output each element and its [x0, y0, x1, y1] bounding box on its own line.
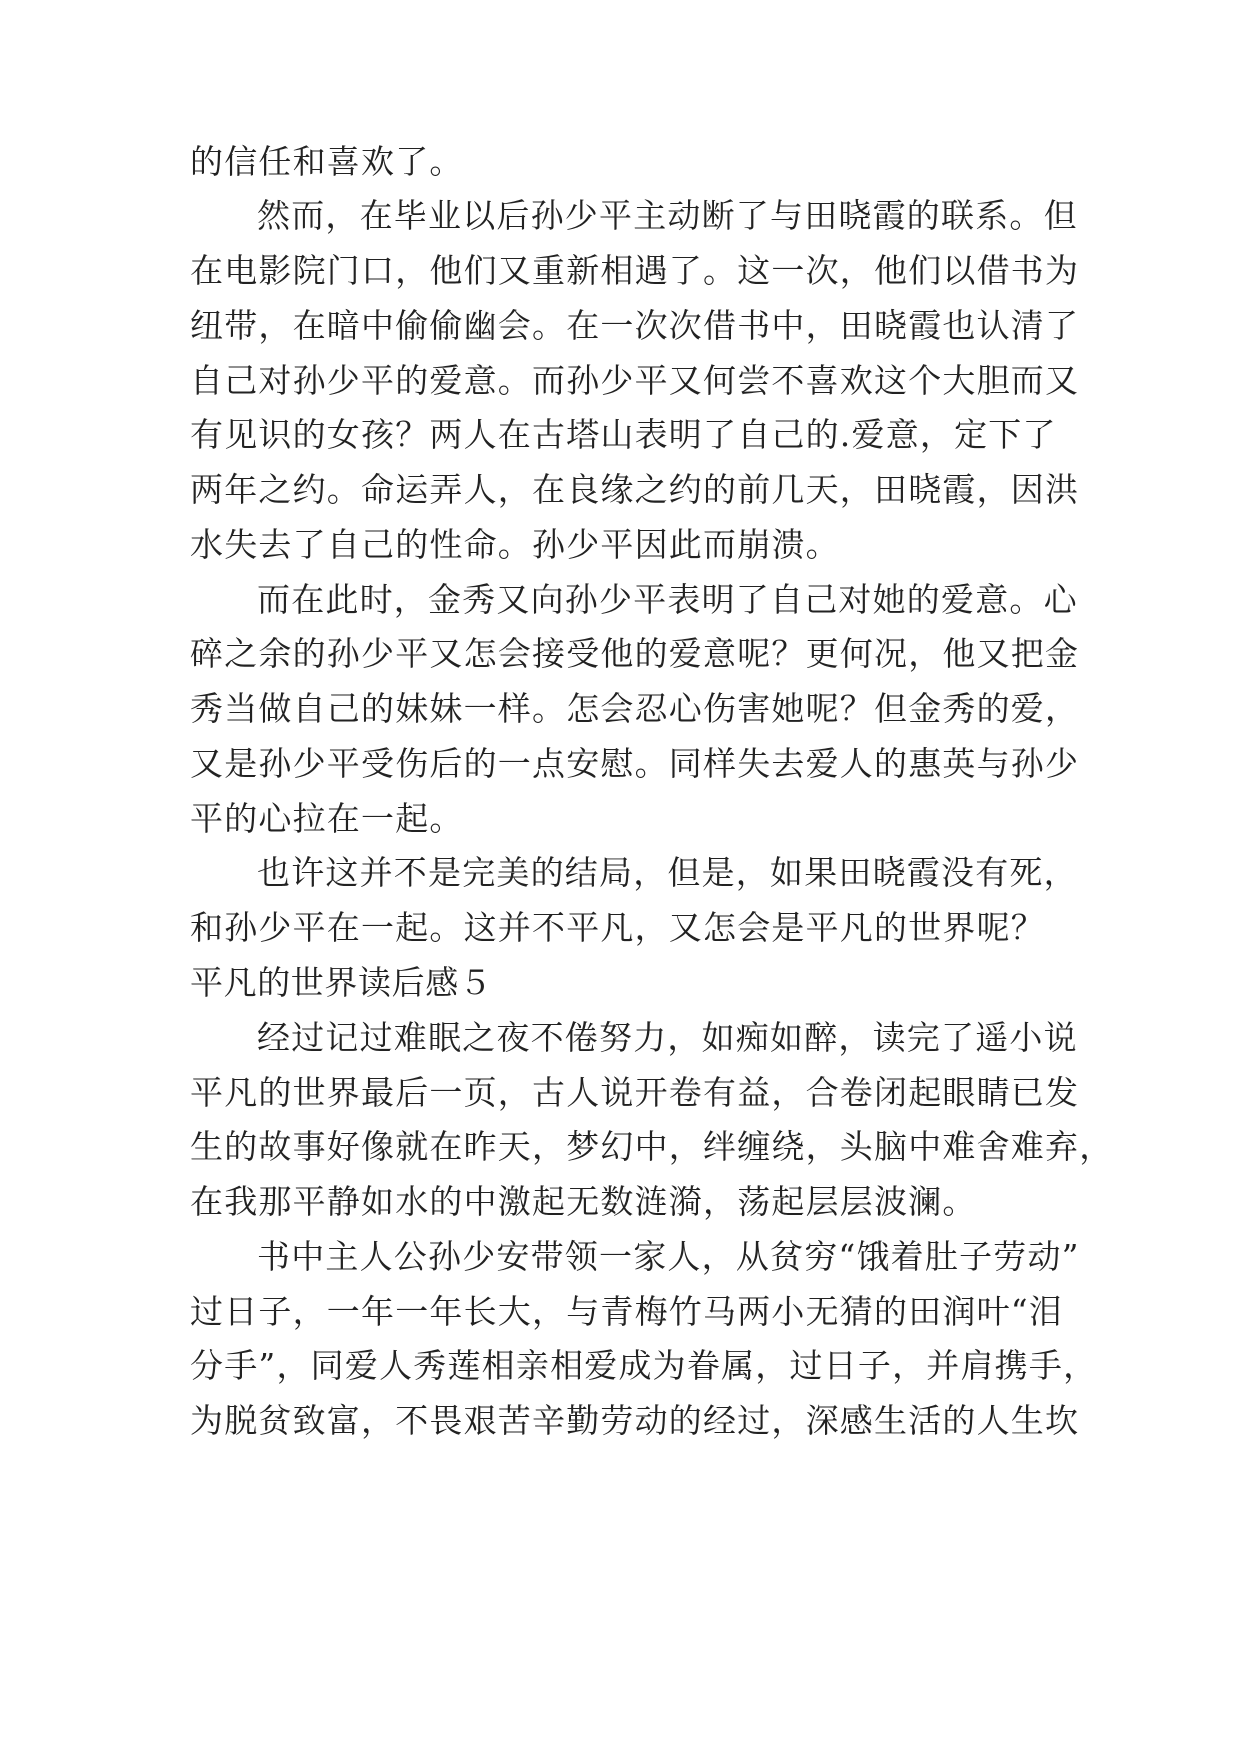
- paragraph-start-line: 然而，在毕业以后孙少平主动断了与田晓霞的联系。但: [257, 196, 1078, 235]
- paragraph-start-line: 也许这并不是完美的结局，但是，如果田晓霞没有死，: [257, 853, 1078, 892]
- text-line: 在电影院门口，他们又重新相遇了。这一次，他们以借书为: [190, 251, 1080, 290]
- text-line: 自己对孙少平的爱意。而孙少平又何尝不喜欢这个大胆而又: [190, 361, 1080, 400]
- text-line: 平的心拉在一起。: [190, 799, 464, 838]
- paragraph-start-line: 而在此时，金秀又向孙少平表明了自己对她的爱意。心: [257, 580, 1078, 619]
- text-line: 平凡的世界最后一页，古人说开卷有益，合卷闭起眼睛已发: [190, 1073, 1080, 1112]
- text-line: 两年之约。命运弄人，在良缘之约的前几天，田晓霞，因洪: [190, 470, 1080, 509]
- section-heading: 平凡的世界读后感５: [190, 963, 493, 1002]
- text-line: 的信任和喜欢了。: [190, 142, 464, 181]
- text-line: 又是孙少平受伤后的一点安慰。同样失去爱人的惠英与孙少: [190, 744, 1080, 783]
- text-line: 秀当做自己的妹妹一样。怎会忍心伤害她呢？但金秀的爱，: [190, 689, 1080, 728]
- text-line: 纽带，在暗中偷偷幽会。在一次次借书中，田晓霞也认清了: [190, 306, 1080, 345]
- paragraph-start-line: 书中主人公孙少安带领一家人，从贫穷“饿着肚子劳动”: [257, 1237, 1080, 1276]
- text-line: 生的故事好像就在昨天，梦幻中，绊缠绕，头脑中难舍难弃，: [190, 1127, 1114, 1166]
- paragraph-start-line: 经过记过难眠之夜不倦努力，如痴如醉，读完了遥小说: [257, 1018, 1078, 1057]
- text-line: 在我那平静如水的中激起无数涟漪，荡起层层波澜。: [190, 1182, 977, 1221]
- text-line: 过日子，一年一年长大，与青梅竹马两小无猜的田润叶“泪: [190, 1292, 1064, 1331]
- text-line: 水失去了自己的性命。孙少平因此而崩溃。: [190, 525, 840, 564]
- text-line: 为脱贫致富，不畏艰苦辛勤劳动的经过，深感生活的人生坎: [190, 1401, 1080, 1440]
- text-line: 分手”，同爱人秀莲相亲相爱成为眷属，过日子，并肩携手，: [190, 1346, 1098, 1385]
- text-line: 有见识的女孩？两人在古塔山表明了自己的.爱意，定下了: [190, 415, 1057, 454]
- text-line: 和孙少平在一起。这并不平凡，又怎会是平凡的世界呢？: [190, 908, 1045, 947]
- text-line: 碎之余的孙少平又怎会接受他的爱意呢？更何况，他又把金: [190, 634, 1080, 673]
